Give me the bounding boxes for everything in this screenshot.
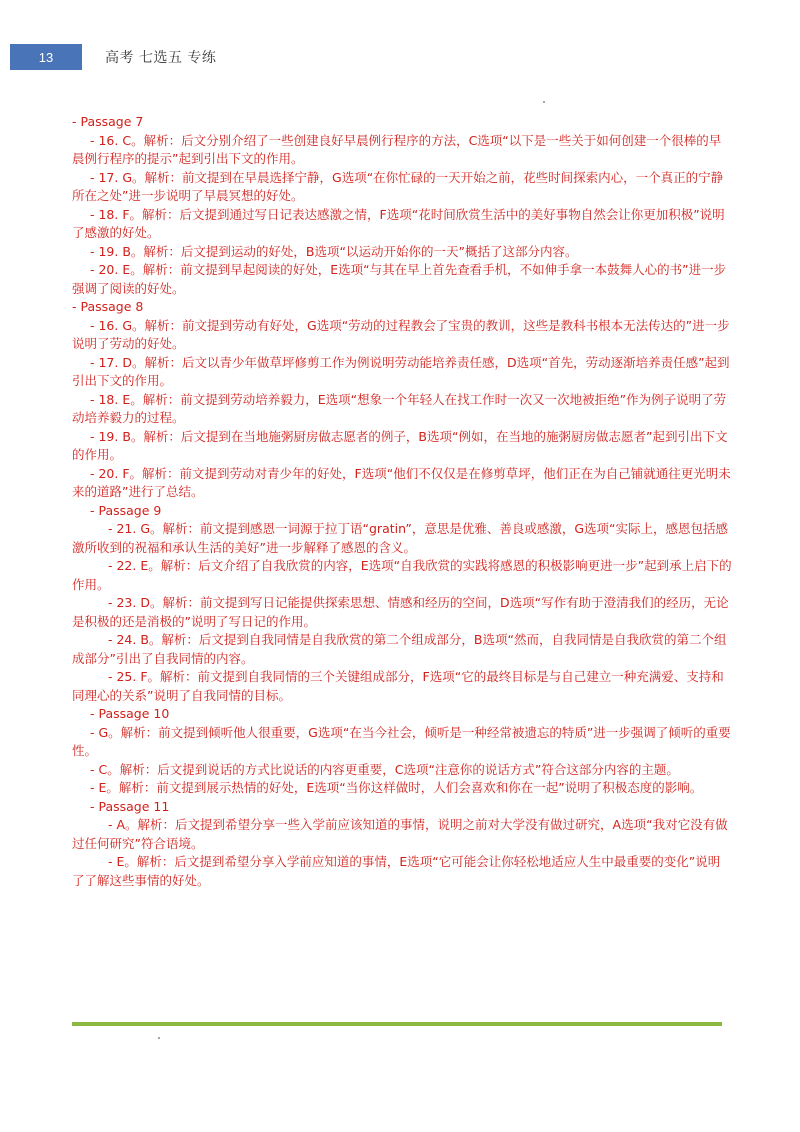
answer-item: - 21. G。解析：前文提到感恩一词源于拉丁语“gratin”，意思是优雅、善良或感激，G选项“实际上，感恩包括感激所收到的祝福和承认生活的美好”进一步解释了感恩的含义。: [72, 521, 728, 555]
page-number-badge: [10, 44, 82, 70]
passage-heading: - Passage 9: [90, 502, 162, 518]
stray-dot: [158, 1037, 160, 1039]
answer-item: - 22. E。解析：后文介绍了自我欣赏的内容，E选项“自我欣赏的实践将感恩的积极影响更进一步”起到承上启下的作用。: [72, 558, 732, 592]
answer-item: - C。解析：后文提到说话的方式比说话的内容更重要，C选项“注意你的说话方式”符合这部分内容的主题。: [90, 761, 679, 777]
answer-item: - 19. B。解析：后文提到运动的好处，B选项“以运动开始你的一天”概括了这部分内容。: [90, 243, 578, 259]
answer-item: - G。解析：前文提到倾听他人很重要，G选项“在当今社会，倾听是一种经常被遗忘的特质”进一步强调了倾听的重要性。: [72, 724, 731, 758]
passage-heading: - Passage 10: [90, 706, 170, 721]
answer-item: - 17. G。解析：前文提到在早晨选择宁静，G选项“在你忙碌的一天开始之前，花些时间探索内心，一个真正的宁静所在之处”进一步说明了早晨冥想的好处。: [72, 169, 724, 203]
answer-item: - 19. B。解析：后文提到在当地施粥厨房做志愿者的例子，B选项“例如，在当地的施粥厨房做志愿者”起到引出下文的作用。: [72, 428, 728, 462]
answer-item: - 20. E。解析：前文提到早起阅读的好处，E选项“与其在早上首先查看手机，不如伸手拿一本鼓舞人心的书”进一步强调了阅读的好处。: [72, 262, 727, 296]
answer-item: - A。解析：后文提到希望分享一些入学前应该知道的事情，说明之前对大学没有做过研究，A选项“我对它没有做过任何研究”符合语境。: [72, 817, 728, 851]
answer-item: - E。解析：前文提到展示热情的好处，E选项“当你这样做时，人们会喜欢和你在一起”说明了积极态度的影响。: [90, 780, 703, 795]
answer-item: - 25. F。解析：前文提到自我同情的三个关键组成部分，F选项“它的最终目标是与自己建立一种充满爱、支持和同理心的关系”说明了自我同情的目标。: [72, 669, 724, 703]
passage-heading: - Passage 7: [72, 114, 144, 129]
answer-item: - 18. F。解析：后文提到通过写日记表达感激之情，F选项“花时间欣赏生活中的美好事物自然会让你更加积极”说明了感激的好处。: [72, 206, 725, 240]
answer-key-content: [72, 113, 732, 890]
answer-item: - 23. D。解析：前文提到写日记能提供探索思想、情感和经历的空间，D选项“写作有助于澄清我们的经历，无论是积极的还是消极的”说明了写日记的作用。: [72, 595, 729, 629]
footer-divider: [72, 1022, 722, 1026]
stray-dot: [543, 101, 545, 103]
answer-item: - 16. G。解析：前文提到劳动有好处，G选项“劳动的过程教会了宝贵的教训，这些是教科书根本无法传达的”进一步说明了劳动的好处。: [72, 317, 730, 351]
answer-item: - E。解析：后文提到希望分享入学前应知道的事情，E选项“它可能会让你轻松地适应人生中最重要的变化”说明了了解这些事情的好处。: [72, 854, 721, 888]
page-number: 13: [38, 49, 54, 65]
passage-heading: - Passage 11: [90, 798, 170, 814]
page-header-title: 高考 七选五 专练: [105, 50, 217, 66]
answer-item: - 18. E。解析：前文提到劳动培养毅力，E选项“想象一个年轻人在找工作时一次又一次地被拒绝”作为例子说明了劳动培养毅力的过程。: [72, 391, 727, 425]
answer-item: - 16. C。解析：后文分别介绍了一些创建良好早晨例行程序的方法，C选项“以下是一些关于如何创建一个很棒的早晨例行程序的提示”起到引出下文的作用。: [72, 132, 722, 166]
passage-heading: - Passage 8: [72, 299, 144, 314]
answer-item: - 20. F。解析：前文提到劳动对青少年的好处，F选项“他们不仅仅是在修剪草坪，他们正在为自己铺就通往更光明未来的道路”进行了总结。: [72, 465, 731, 499]
answer-item: - 24. B。解析：后文提到自我同情是自我欣赏的第二个组成部分，B选项“然而，自我同情是自我欣赏的第二个组成部分”引出了自我同情的内容。: [72, 632, 727, 666]
answer-item: - 17. D。解析：后文以青少年做草坪修剪工作为例说明劳动能培养责任感，D选项“首先，劳动逐渐培养责任感”起到引出下文的作用。: [72, 354, 730, 388]
